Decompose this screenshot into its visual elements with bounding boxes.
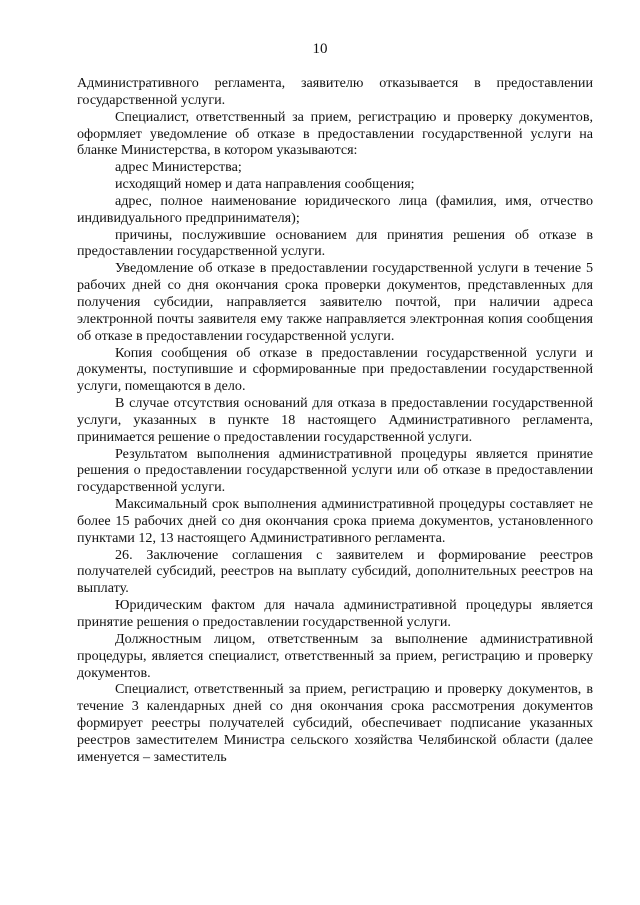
paragraph-max-term: Максимальный срок выполнения административной процедуры составляет не более 15 рабочих дней со дня окончания срока приема документов, установленного пунктами 12, 13 настоящего Административного регламента. bbox=[77, 496, 593, 546]
paragraph-specialist-notice: Специалист, ответственный за прием, регистрацию и проверку документов, оформляет уведомление об отказе в предоставлении государственной услуги на бланке Министерства, в котором указываются: bbox=[77, 108, 593, 159]
list-item-refusal-reasons: причины, послужившие основанием для принятия решения об отказе в предоставлении государственной услуги. bbox=[77, 226, 593, 260]
page-number: 10 bbox=[312, 41, 328, 57]
paragraph-registry-formation: Специалист, ответственный за прием, регистрацию и проверку документов, в течение 3 календарных дней со дня окончания срока рассмотрения документов формирует реестры получателей субсидий, обеспечивает подписание указанных реестров заместителем Министра сельского хозяйства Челябинской области (далее именуется – заместитель bbox=[77, 681, 593, 765]
paragraph-copy-to-file: Копия сообщения об отказе в предоставлении государственной услуги и документы, поступившие и сформированные при предоставлении государственной услуги, помещаются в дело. bbox=[77, 344, 593, 395]
section-26-heading: 26. Заключение соглашения с заявителем и формирование реестров получателей субсидий, реестров на выплату субсидий, дополнительных реестров на выплату. bbox=[77, 546, 593, 597]
paragraph-procedure-result: Результатом выполнения административной процедуры является принятие решения о предоставлении государственной услуги или об отказе в предоставлении государственной услуги. bbox=[77, 445, 593, 496]
list-item-ministry-address: адрес Министерства; bbox=[115, 159, 242, 176]
paragraph-legal-fact: Юридическим фактом для начала административной процедуры является принятие решения о предоставлении государственной услуги. bbox=[77, 597, 593, 630]
paragraph-no-refusal-grounds: В случае отсутствия оснований для отказа в предоставлении государственной услуги, указанных в пункте 18 настоящего Административного регламента, принимается решение о предоставлении государственной услуги. bbox=[77, 395, 593, 445]
list-item-outgoing-number: исходящий номер и дата направления сообщения; bbox=[115, 176, 415, 193]
list-item-legal-entity: адрес, полное наименование юридического лица (фамилия, имя, отчество индивидуального предпринимателя); bbox=[77, 192, 593, 226]
document-body bbox=[77, 75, 593, 766]
paragraph-refusal-notification: Уведомление об отказе в предоставлении государственной услуги в течение 5 рабочих дней со дня окончания срока проверки документов, представленных для получения субсидии, направляется заявителю почтой, при наличии адреса электронной почты заявителя ему также направляется электронная копия сообщения об отказе в предоставлении государственной услуги. bbox=[77, 260, 593, 344]
paragraph-responsible-official: Должностным лицом, ответственным за выполнение административной процедуры, является специалист, ответственный за прием, регистрацию и проверку документов. bbox=[77, 630, 593, 681]
paragraph-continuation: Административного регламента, заявителю отказывается в предоставлении государственной услуги. bbox=[77, 75, 593, 108]
